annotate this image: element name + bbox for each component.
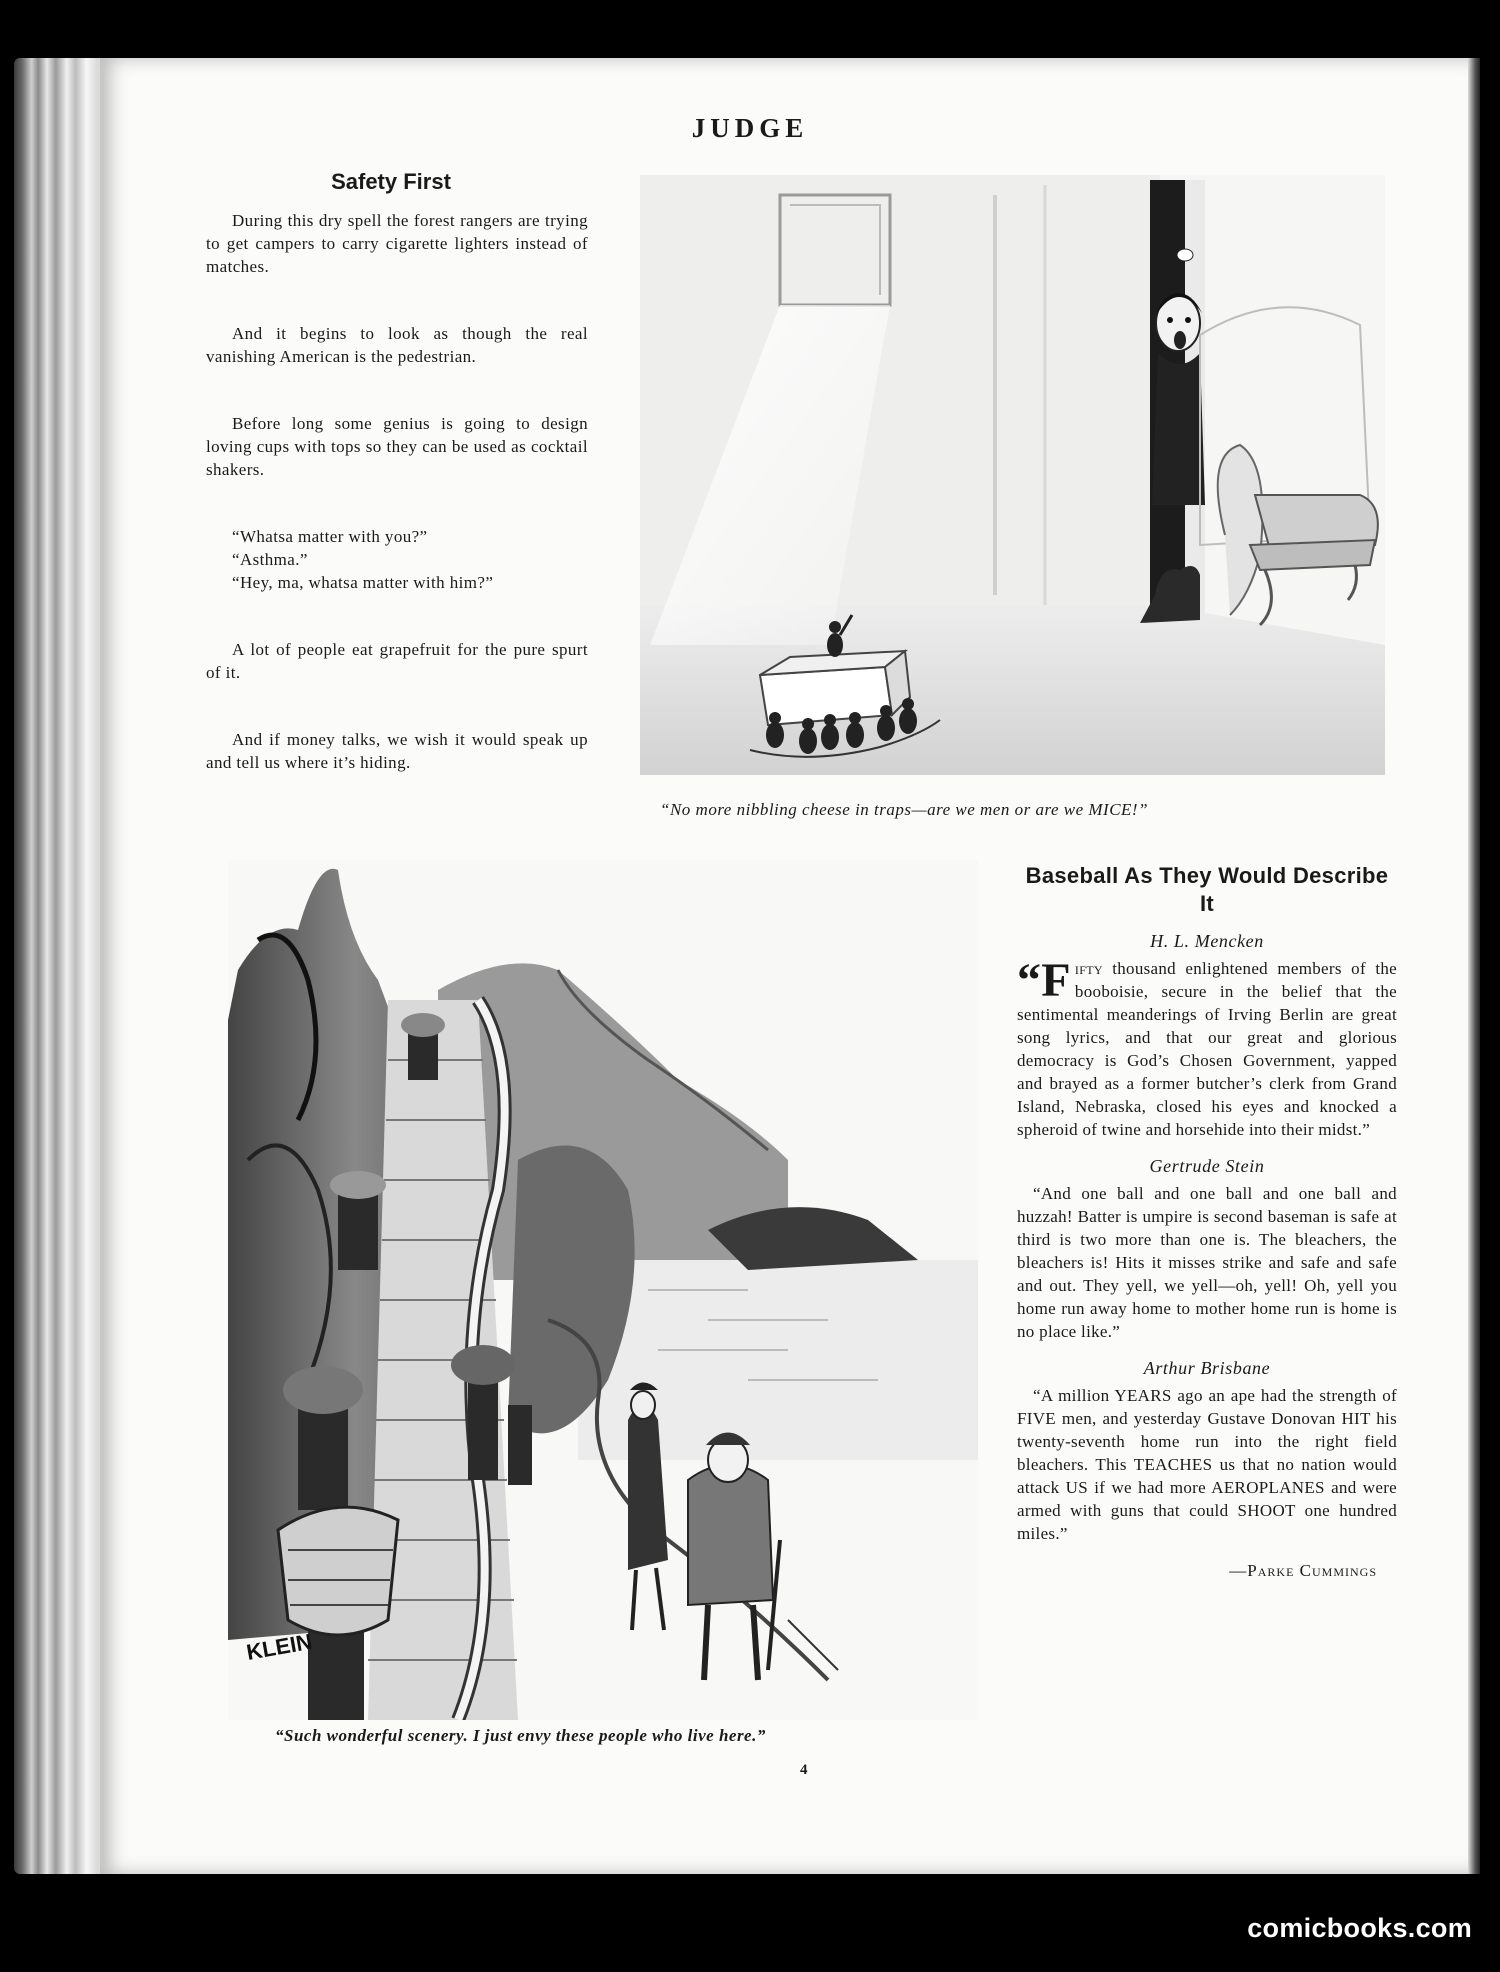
dialogue-line: “Hey, ma, whatsa matter with him?” [232,573,494,592]
paragraph: A lot of people eat grapefruit for the pure spurt of it. [206,640,588,682]
paragraph: And it begins to look as though the real vanishing American is the pedestrian. [206,324,588,366]
page-number: 4 [800,1762,808,1778]
page-right-edge [1468,58,1480,1874]
section-author: Arthur Brisbane [1143,1358,1271,1378]
article-signoff: —Parke Cummings [1229,1561,1377,1580]
paragraph: And if money talks, we wish it would speak up and tell us where it’s hiding. [206,730,588,772]
stein-paragraph: “And one ball and one ball and one ball and huzzah! Batter is umpire is second baseman is safe at third is two more than one is. The bleachers, the bleachers is! Hits it misses strike and safe and safe and out. They yell, we yell—oh, yell! Oh, yell you home run away home to mother home run is home is no place like.” [1017,1184,1397,1341]
paragraph-text: thousand enlightened members of the booboisie, secure in the belief that the sentimental meanderings of Irving Berlin are great song lyrics, and that our great and glorious democracy is God’s Chosen Government, yapped and brayed as a former butcher’s clerk from Grand Island, Nebraska, closed his eyes and knocked a spheroid of twine and horsehide into their midst.” [1017,959,1397,1139]
cliffside-cartoon-caption: “Such wonderful scenery. I just envy these people who live here.” [275,1726,766,1745]
lead-in: ifty [1074,959,1103,978]
masthead: JUDGE [691,113,809,143]
cliffside-cartoon-illustration [228,860,978,1720]
safety-first-column [206,170,588,818]
dialogue-joke [206,525,588,594]
safety-first-title: Safety First [331,169,451,194]
brisbane-paragraph: “A million YEARS ago an ape had the strength of FIVE men, and yesterday Gustave Donovan HIT his twenty-seventh home run into the right field bleachers. This TEACHES us that no nation would attack US if we had more AEROPLANES and were armed with guns that could SHOOT one hundred miles.” [1017,1386,1397,1543]
watermark-logo: comicbooks.com [1247,1913,1472,1943]
dialogue-line: “Asthma.” [232,550,308,569]
mice-cartoon-caption: “No more nibbling cheese in traps—are we men or are we MICE!” [660,800,1149,819]
paragraph: During this dry spell the forest rangers are trying to get campers to carry cigarette lighters instead of matches. [206,211,588,276]
section-author: H. L. Mencken [1150,931,1264,951]
mencken-paragraph [1017,954,1397,1141]
drop-cap: “F [1017,954,1071,1007]
paragraph: Before long some genius is going to design loving cups with tops so they can be used as cocktail shakers. [206,414,588,479]
dialogue-line: “Whatsa matter with you?” [232,527,428,546]
section-author: Gertrude Stein [1149,1156,1265,1176]
mice-cartoon-illustration [640,175,1385,775]
baseball-article-title: Baseball As They Would Describe It [1025,863,1389,916]
baseball-article-column [1017,862,1397,1582]
artist-signature: KLEIN [244,1628,314,1665]
